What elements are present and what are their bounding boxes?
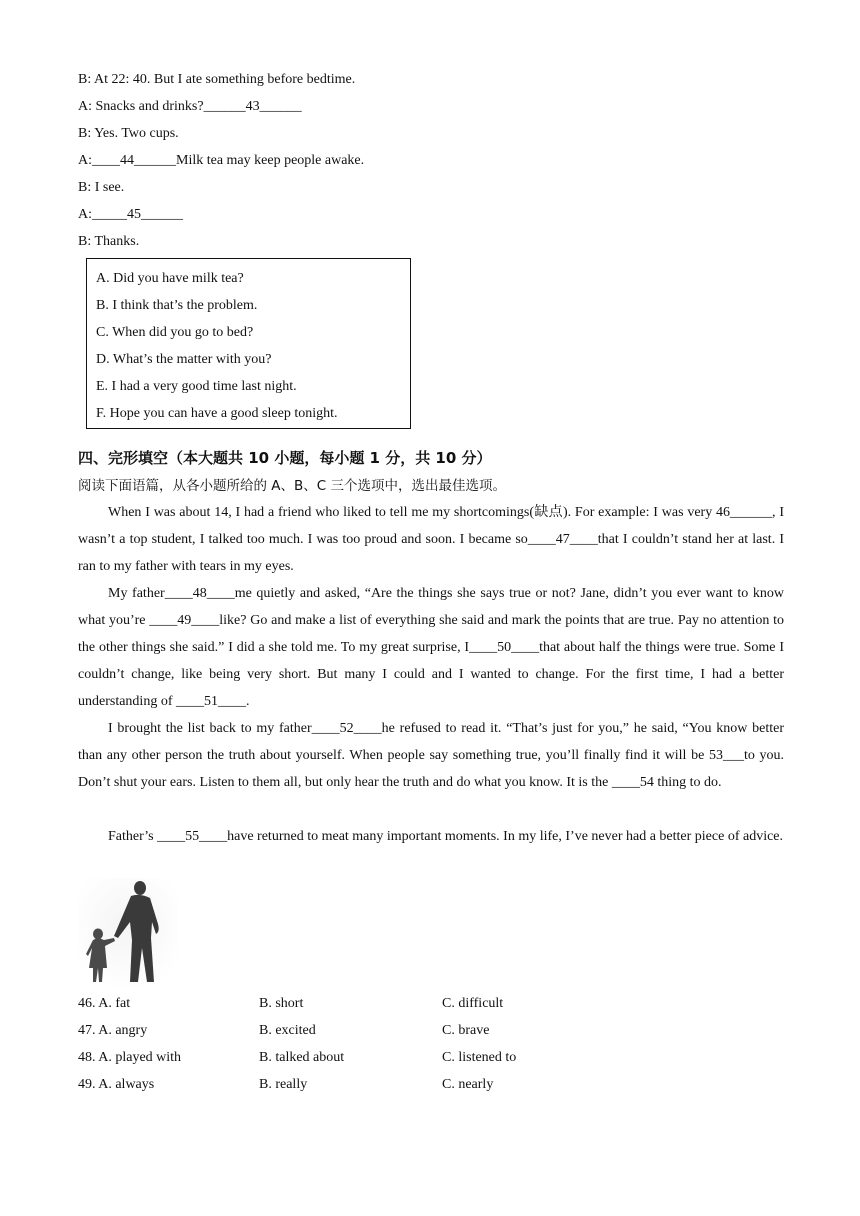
blank-54[interactable]: ____54: [611, 775, 654, 790]
passage-text: thing to do.: [653, 775, 722, 790]
dialogue-text: Snacks and drinks?: [92, 99, 204, 114]
dialogue-line: [78, 125, 179, 143]
blank-55[interactable]: ____55____: [157, 829, 228, 844]
dialogue-line: [78, 71, 355, 89]
choice-option-a[interactable]: A. fat: [98, 996, 131, 1011]
choice-number: 46.: [78, 996, 96, 1011]
section-instruction: 阅读下面语篇，从各小题所给的 A、B、C 三个选项中，选出最佳选项。: [78, 478, 507, 494]
choice-number: 47.: [78, 1023, 96, 1038]
passage-text: me quietly and asked, “Are the things she says true or not? Jane, didn’t you ever want to know what you’re: [78, 586, 784, 628]
passage-text: , I wasn’t a top student, I talked too much. I was too proud and soon. I became so: [78, 505, 784, 547]
passage-text: When I was about 14, I had a friend who liked to tell me my shortcomings(缺点). For example: I was very: [108, 505, 717, 520]
blank-49[interactable]: ____49____: [149, 613, 220, 628]
choice-option-b[interactable]: B. talked about: [259, 1050, 345, 1065]
speaker-label: A:: [78, 153, 92, 168]
blank-43[interactable]: ______43______: [203, 99, 302, 114]
father-daughter-silhouette-icon: [78, 878, 178, 986]
dialogue-line: [78, 179, 124, 197]
choice-option-c[interactable]: C. brave: [442, 1023, 490, 1038]
passage-text: to you. Don’t shut your ears. Listen to them all, but only hear the truth and do what you know. It is the: [78, 748, 784, 790]
speaker-label: B:: [78, 234, 92, 249]
blank-52[interactable]: ____52____: [311, 721, 382, 736]
speaker-label: A:: [78, 99, 92, 114]
choice-option-c[interactable]: C. nearly: [442, 1077, 494, 1092]
passage-text: that I couldn’t stand her at last. I ran to my father with tears in my eyes.: [78, 532, 784, 574]
blank-45[interactable]: _____45______: [92, 207, 183, 222]
choice-option-b[interactable]: B. really: [259, 1077, 308, 1092]
choice-option-a[interactable]: A. angry: [98, 1023, 148, 1038]
speaker-label: A:: [78, 207, 92, 222]
choice-option-c[interactable]: C. difficult: [442, 996, 504, 1011]
dialogue-text: Thanks.: [91, 234, 140, 249]
option-b: B. I think that’s the problem.: [96, 298, 258, 313]
option-a: A. Did you have milk tea?: [96, 271, 244, 286]
passage-paragraph-2: [78, 580, 784, 715]
choice-number: 49.: [78, 1077, 96, 1092]
passage-paragraph-1: [78, 499, 784, 580]
blank-50[interactable]: ____50____: [469, 640, 540, 655]
choice-number: 48.: [78, 1050, 96, 1065]
choice-option-a[interactable]: A. played with: [98, 1050, 182, 1065]
passage-paragraph-3: [78, 715, 784, 796]
choice-option-b[interactable]: B. short: [259, 996, 304, 1011]
dialogue-text: I see.: [91, 180, 125, 195]
dialogue-line: [78, 206, 183, 224]
option-f: F. Hope you can have a good sleep tonight.: [96, 406, 338, 421]
passage-text: I brought the list back to my father: [108, 721, 312, 736]
dialogue-text: Milk tea may keep people awake.: [176, 153, 365, 168]
passage-text: Father’s: [108, 829, 158, 844]
section-heading: 四、完形填空（本大题共 10 小题，每小题 1 分，共 10 分）: [78, 449, 492, 467]
choice-option-c[interactable]: C. listened to: [442, 1050, 517, 1065]
dialogue-line: [78, 233, 139, 251]
blank-47[interactable]: ____47____: [527, 532, 598, 547]
passage-text: My father: [108, 586, 165, 601]
dialogue-text: Yes. Two cups.: [91, 126, 179, 141]
option-e: E. I had a very good time last night.: [96, 379, 297, 394]
passage-text: have returned to meat many important moments. In my life, I’ve never had a better piece of advice.: [227, 829, 784, 844]
passage-paragraph-4: [78, 823, 784, 850]
speaker-label: B:: [78, 72, 92, 87]
speaker-label: B:: [78, 180, 92, 195]
dialogue-text: At 22: 40. But I ate something before bedtime.: [91, 72, 356, 87]
option-c: C. When did you go to bed?: [96, 325, 254, 340]
blank-44[interactable]: ____44______: [92, 153, 176, 168]
blank-46[interactable]: 46______: [716, 505, 773, 520]
blank-51[interactable]: ____51____.: [175, 694, 250, 709]
passage-text: like? Go and make a list of everything she said and mark the points that are true. Pay no attention to the other things she said.” I did a she told me. To my great surprise, I: [78, 613, 784, 655]
blank-53[interactable]: 53___: [708, 748, 744, 763]
passage-text: he refused to read it. “That’s just for you,” he said, “You know better than any other person the truth about yourself. When people say something true, you’ll finally find it will be: [78, 721, 784, 763]
passage-text: that about half the things were true. Some I couldn’t change, like being very short. But many I could and I wanted to change. For the first time, I had a better understanding of: [78, 640, 784, 709]
blank-48[interactable]: ____48____: [164, 586, 235, 601]
options-box: [86, 258, 411, 429]
choice-option-b[interactable]: B. excited: [259, 1023, 316, 1038]
choice-option-a[interactable]: A. always: [98, 1077, 155, 1092]
dialogue-line: [78, 98, 302, 116]
speaker-label: B:: [78, 126, 92, 141]
option-d: D. What’s the matter with you?: [96, 352, 272, 367]
dialogue-line: [78, 152, 364, 170]
